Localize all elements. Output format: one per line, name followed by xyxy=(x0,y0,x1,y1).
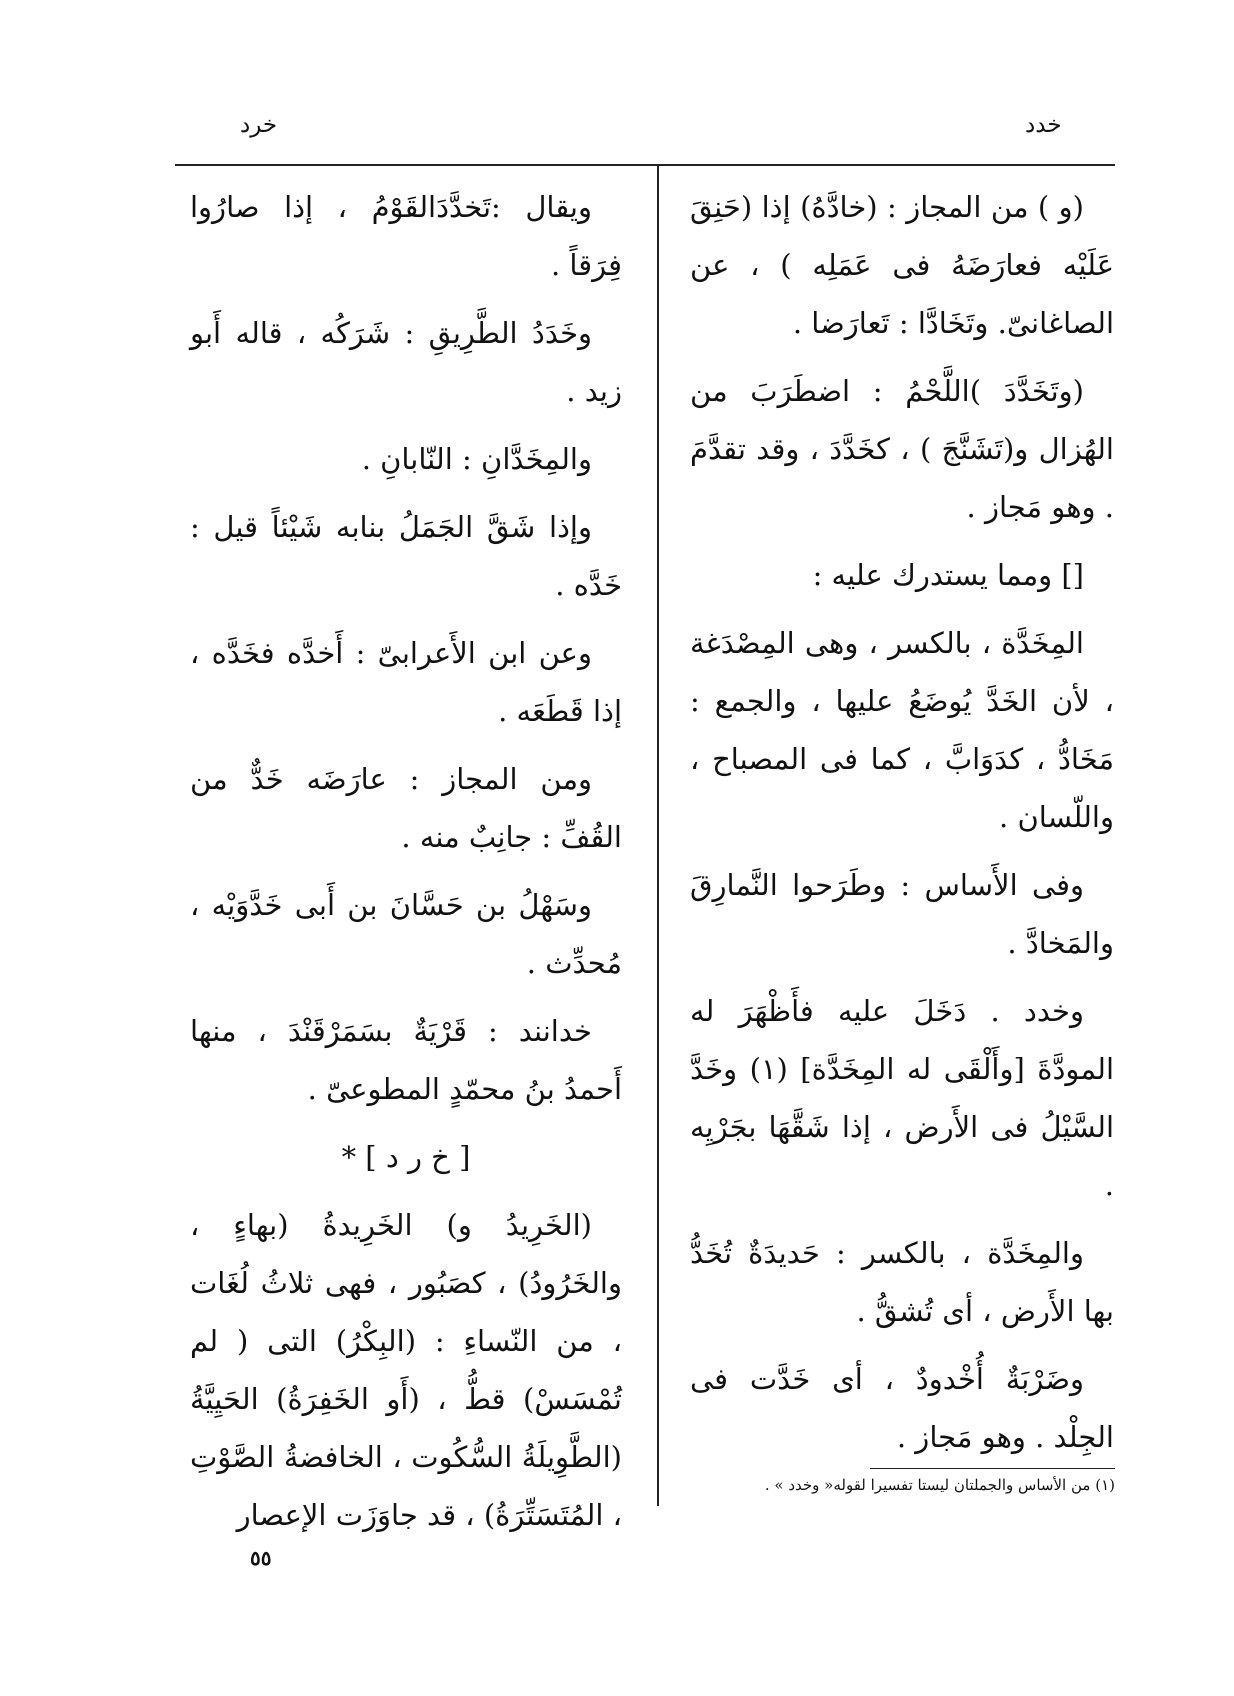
paragraph: والمِخَدَّة ، بالكسر : حَديدَةٌ تُخَدُّ بها الأَرض ، أى تُشقُّ . xyxy=(690,1236,1114,1328)
paragraph: وخَدَدُ الطَّرِيقِ : شَرَكُه ، قاله أَبو زيد . xyxy=(190,316,622,408)
paragraph: (و ) من المجاز : (خادَّهُ) إذا (حَنِقَ عَلَيْه فعارَضَهُ فى عَمَلِه ) ، عن الصاغانىّ. وتَخَادَّا : تَعارَضا . xyxy=(690,190,1114,340)
running-head-right: خدد xyxy=(1025,112,1062,138)
paragraph: المِخَدَّة ، بالكسر ، وهى المِصْدَغة ، لأن الخَدَّ يُوضَعُ عليها ، والجمع : مَخَادُّ ، كدَوَابَّ ، كما فى المصباح ، واللّسان . xyxy=(690,626,1114,834)
paragraph: (وتَخَدَّدَ )اللَّحْمُ : اضطَرَبَ من الهُزال و(تَشَنَّجَ ) ، كخَدَّدَ ، وقد تقدَّمَ . وهو مَجاز . xyxy=(690,374,1114,524)
paragraph: وضَرْبَةٌ أُخْدودٌ ، أى خَدَّت فى الجِلْد . وهو مَجاز . xyxy=(690,1362,1114,1454)
paragraph: (الخَرِيدُ و) الخَرِيدةُ (بهاءٍ ، والخَرُودُ) ، كصَبُور ، فهى ثلاثُ لُغَات ، من النّساءِ : (البِكْرُ) التى ( لم تُمْسَسْ) قطُّ ، (أَو الخَفِرَةُ) الحَيِيَّةُ (الطَّوِيلَةُ السُّكُوت ، الخافضةُ الصَّوْتِ ، المُتَسَتِّرَةُ) ، قد جاوَزَت الإعصار xyxy=(190,1208,622,1532)
paragraph: وخدد . دَخَلَ عليه فأَظْهَرَ له المودَّةَ [وأَلْقَى له المِخَدَّة] (١) وخَدَّ السَّيْلُ فى الأَرض ، إذا شَقَّهَا بجَرْيِه . xyxy=(690,994,1114,1202)
paragraph: ومن المجاز : عارَضَه خَدٌّ من القُفِّ : جانِبٌ منه . xyxy=(190,762,622,854)
left-column xyxy=(190,178,622,1544)
running-head-left: خرد xyxy=(240,112,278,138)
column-divider xyxy=(657,166,659,1506)
right-column xyxy=(690,178,1114,1466)
paragraph: ويقال :تَخدَّدَالقَوْمُ ، إذا صارُوا فِرَقاً . xyxy=(190,190,622,282)
paragraph: وإذا شَقَّ الجَمَلُ بنابه شَيْئاً قيل : خَدَّه . xyxy=(190,510,622,602)
paragraph: والمِخَدَّانِ : النّابانِ . xyxy=(361,442,592,476)
footnote-rule xyxy=(870,1468,1115,1469)
header-rule xyxy=(175,164,1115,166)
paragraph: وعن ابن الأَعرابىّ : أَخدَّه فخَدَّه ، إذا قَطَعَه . xyxy=(190,636,622,728)
entry-heading: [ خ ر د ] * xyxy=(341,1140,471,1174)
paragraph: [] ومما يستدرك عليه : xyxy=(812,558,1084,592)
page-number: ٥٥ xyxy=(250,1546,272,1570)
paragraph: خدانند : قَرْيَةٌ بسَمَرْقَنْدَ ، منها أَحمدُ بنُ محمّدٍ المطوعىّ . xyxy=(190,1014,622,1106)
footnote: (١) من الأساس والجملتان ليستا تفسيرا لقوله« وخدد » . xyxy=(764,1476,1115,1494)
paragraph: وسَهْلُ بن حَسَّانَ بن أَبى خَدَّوَيْه ، مُحدِّث . xyxy=(190,888,622,980)
paragraph: وفى الأَساس : وطَرَحوا النَّمارِقَ والمَخادَّ . xyxy=(690,868,1114,960)
